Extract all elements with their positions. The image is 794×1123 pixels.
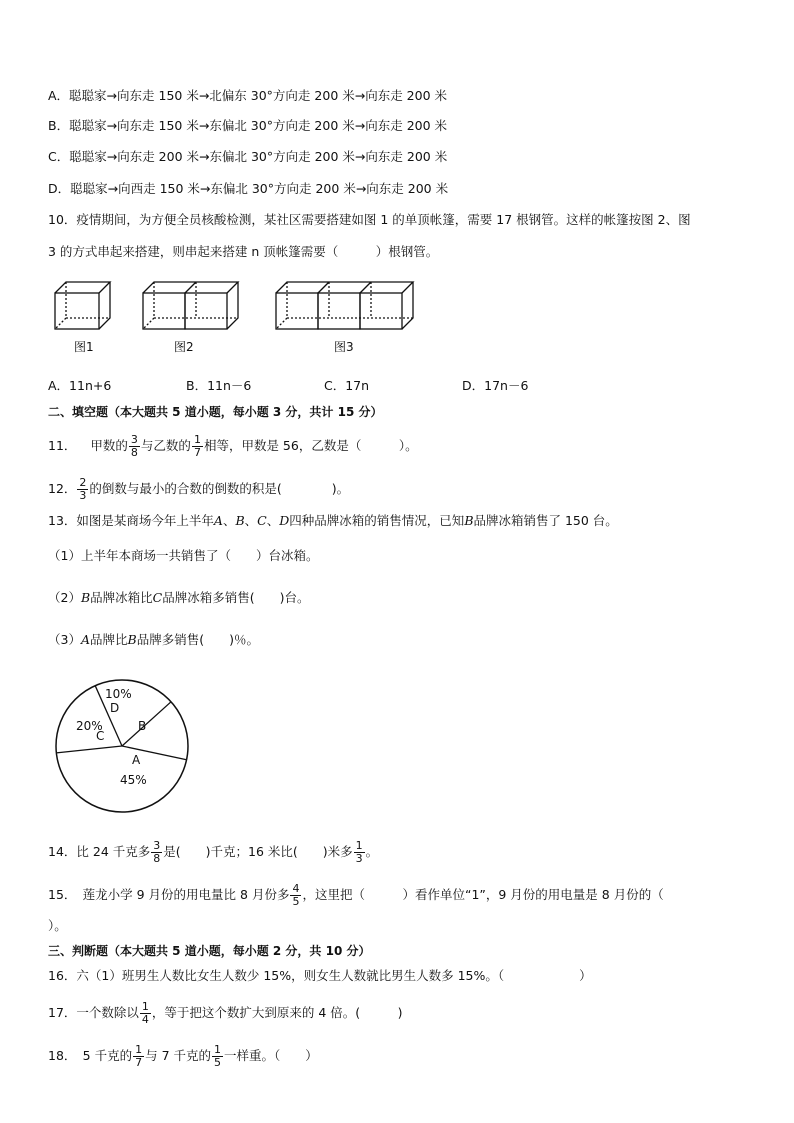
pie-slice-percent-c: 20% [76,719,103,733]
q10-stem-line2: 3 的方式串起来搭建，则串起来搭建 n 顶帐篷需要（ ）根钢管。 [48,244,439,259]
q13-sub3-text-b: 品牌比 [89,632,128,647]
q13-brand-c: C [257,513,267,528]
q10-option-a: A．11n+6 [48,378,112,393]
pie-slice-percent-a: 45% [120,773,147,787]
q17-text-a: 17．一个数除以 [48,1005,139,1020]
q9-option-d: D．聪聪家→向西走 150 米→东偏北 30°方向走 200 米→向东走 200 米 [48,181,449,196]
q15-line-1 [48,883,664,908]
q11-fraction-1: $\frac{3}{8}$ [130,433,138,459]
q13-sep-2: 、 [244,513,258,528]
q18-text-c: 一样重。（ ） [224,1048,318,1063]
q12-text: 的倒数与最小的合数的倒数的积是( )。 [89,481,350,496]
tent-figure-1 [55,282,110,329]
q13-sep-1: 、 [222,513,236,528]
q11-text-c: 相等，甲数是 56，乙数是（ ）。 [203,438,418,453]
q13-sub-3 [48,632,259,648]
q15-line-2: ）。 [48,918,67,933]
q13-brand-a: A [213,513,223,528]
q15-fraction: $\frac{4}{5}$ [292,882,300,908]
q13-text-c: 品牌冰箱销售了 150 台。 [473,513,618,528]
q10-option-b: B．11n－6 [186,378,252,393]
pie-slice-label-c: C [96,729,105,743]
pie-slice-boundary-d [122,702,171,746]
pie-slice-label-b: B [138,719,147,733]
q13-sub3-brand-1: A [80,632,90,647]
q13-sub3-brand-2: B [127,632,137,647]
fig-label-1: 图1 [74,340,94,354]
q9-option-c: C．聪聪家→向东走 200 米→东偏北 30°方向走 200 米→向东走 200 米 [48,149,448,164]
q15-text-b: ，这里把（ ）看作单位“1”，9 月份的用电量是 8 月份的（ [302,887,664,902]
q9-option-b: B．聪聪家→向东走 150 米→东偏北 30°方向走 200 米→向东走 200 米 [48,118,448,133]
pie-slice-label-d: D [110,701,120,715]
q10-option-c: C．17n [324,378,370,393]
q14 [48,840,378,865]
q14-fraction-1: $\frac{3}{8}$ [153,839,161,865]
q11-text-a: 甲数的 [90,438,128,453]
q18-fraction-2: $\frac{1}{5}$ [214,1043,221,1069]
q11-fraction-2: $\frac{1}{7}$ [193,433,201,459]
q13-sub-1: （1）上半年本商场一共销售了（ ）台冰箱。 [48,548,319,563]
pie-slice-label-a: A [132,753,141,767]
q10-tent-figures [48,275,428,360]
q11-text-b: 与乙数的 [140,438,191,453]
q15-text-a: 15． 莲龙小学 9 月份的用电量比 8 月份多 [48,887,290,902]
q11-number: 11． [48,438,77,453]
q17 [48,1001,403,1026]
fig-label-3: 图3 [334,340,354,354]
q13-text-b: 四种品牌冰箱的销售情况，已知 [289,513,465,528]
q13-stem [48,513,618,529]
q10-option-d: D．17n－6 [462,378,529,393]
q13-sub2-text-b: 品牌冰箱比 [90,590,153,605]
q13-sub2-text-c: 品牌冰箱多销售( )台。 [162,590,310,605]
q14-text-c: 。 [365,844,379,859]
pie-slice-percent-d: 10% [105,687,132,701]
section-2-title: 二、填空题（本大题共 5 道小题，每小题 3 分，共计 15 分） [48,405,383,419]
q12-fraction: $\frac{2}{3}$ [79,476,87,502]
q18 [48,1044,318,1069]
q18-fraction-1: $\frac{1}{7}$ [135,1043,143,1069]
q12-number: 12． [48,481,77,496]
q14-fraction-2: $\frac{1}{3}$ [355,839,363,865]
tent-figure-3 [276,282,413,329]
q10-options [48,378,528,394]
q11 [48,434,418,459]
q13-brand-d: D [279,513,290,528]
q10-stem-line1: 10．疫情期间，为方便全员核酸检测，某社区需要搭建如图 1 的单顶帐篷，需要 17 根钢管。这样的帐篷按图 2、图 [48,212,691,227]
q17-fraction: $\frac{1}{4}$ [141,1000,149,1026]
q18-text-a: 18． 5 千克的 [48,1048,133,1063]
q14-text-b: 是( )千克；16 米比( )米多 [163,844,353,859]
q14-text-a: 14．比 24 千克多 [48,844,151,859]
q17-text-b: ，等于把这个数扩大到原来的 4 倍。( ) [151,1005,403,1020]
q16: 16．六（1）班男生人数比女生人数少 15%，则女生人数就比男生人数多 15%。（ ） [48,968,592,983]
q12 [48,477,349,502]
q13-pie-chart [50,678,195,818]
q13-brand-b: B [235,513,245,528]
q13-sub-2 [48,590,310,606]
q13-sub3-num: （3） [48,632,81,647]
q13-text-a: 13．如图是某商场今年上半年 [48,513,214,528]
fig-label-2: 图2 [174,340,194,354]
section-3-title: 三、判断题（本大题共 5 道小题，每小题 2 分，共 10 分） [48,944,371,958]
q13-sub3-text-c: 品牌多销售( )％。 [136,632,259,647]
q13-sep-3: 、 [266,513,280,528]
q9-option-a: A．聪聪家→向东走 150 米→北偏东 30°方向走 200 米→向东走 200 米 [48,88,448,103]
q13-brand-b-2: B [464,513,474,528]
q13-sub2-brand-1: B [80,590,91,605]
q18-text-b: 与 7 千克的 [145,1048,211,1063]
tent-figure-2 [143,282,238,329]
pie-slice-boundary-a [56,746,122,753]
q13-sub2-num: （2） [48,590,81,605]
q13-sub2-brand-2: C [152,590,163,605]
